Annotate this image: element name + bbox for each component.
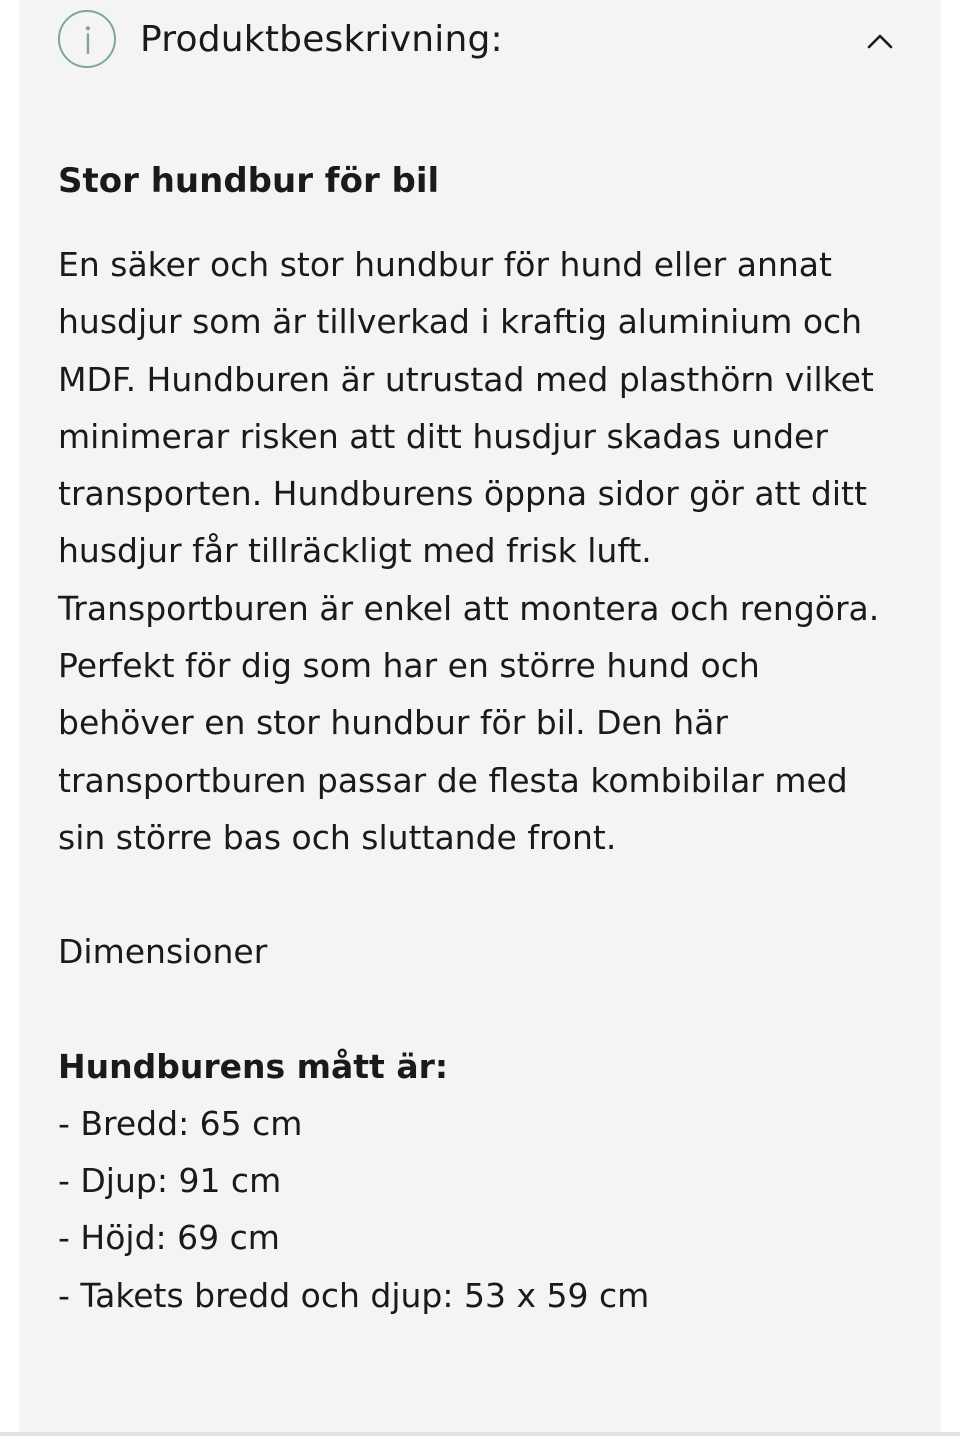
measure-item-roof: - Takets bredd och djup: 53 x 59 cm (58, 1275, 650, 1315)
info-icon (58, 10, 116, 68)
dimensions-heading: Dimensioner (58, 932, 268, 972)
bottom-divider (0, 1432, 960, 1436)
measures-heading: Hundburens mått är: (58, 1046, 449, 1086)
product-subtitle: Stor hundbur för bil (58, 161, 440, 201)
measure-item-width: - Bredd: 65 cm (58, 1103, 303, 1143)
measure-item-height: - Höjd: 69 cm (58, 1218, 280, 1258)
accordion-content (58, 152, 928, 1324)
measure-item-depth: - Djup: 91 cm (58, 1161, 282, 1201)
accordion-header[interactable] (19, 0, 941, 86)
accordion-title: Produktbeskrivning: (140, 19, 503, 60)
measure-list (58, 1095, 928, 1324)
product-description-panel (19, 0, 941, 1432)
product-description-text: En säker och stor hundbur för hund eller annat husdjur som är tillverkad i kraftig aluminium och MDF. Hundburen är utrustad med plasthörn vilket minimerar risken att ditt husdjur skadas under transporten. Hundburens öppna sidor gör att ditt husdjur får tillräckligt med frisk luft. Transportburen är enkel att montera och rengöra. Perfekt för dig som har en större hund och behöver en stor hundbur för bil. Den här transportburen passar de flesta kombibilar med sin större bas och sluttande front. (58, 245, 880, 857)
chevron-up-icon[interactable] (865, 26, 895, 56)
